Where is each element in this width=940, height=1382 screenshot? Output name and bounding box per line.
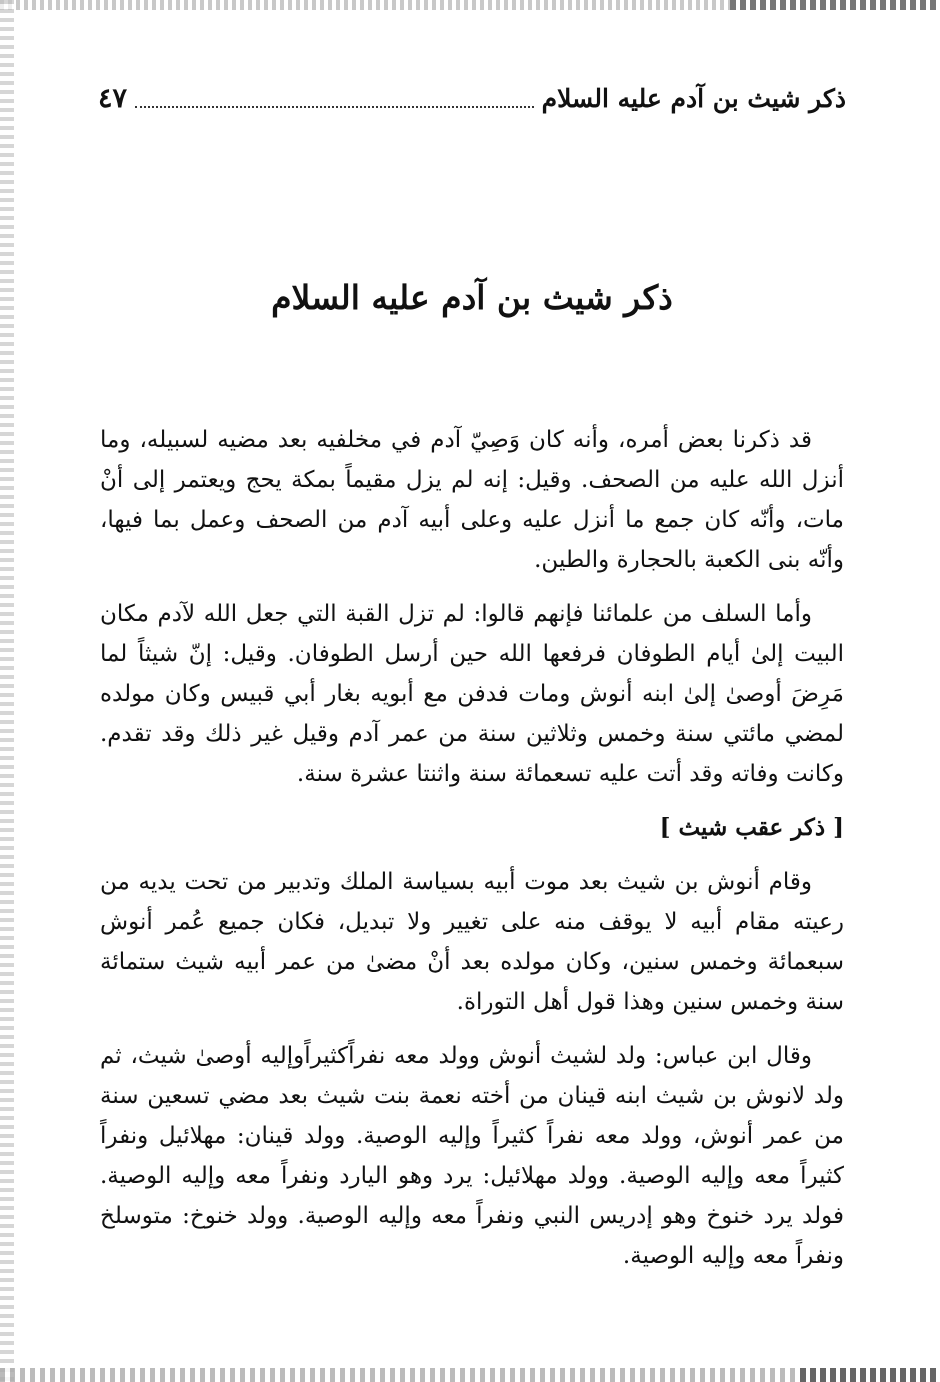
top-right-ornament — [730, 0, 940, 10]
left-ornamental-border — [0, 0, 14, 1382]
chapter-title: ذكر شيث بن آدم عليه السلام — [271, 278, 673, 317]
paragraph-3: وقام أنوش بن شيث بعد موت أبيه بسياسة الملك وتدبير من تحت يديه من رعيته مقام أبيه لا يوقف منه على تغيير ولا تبديل، فكان جميع عُمر أنوش سبعمائة وخمس سنين، وكان مولده بعد أنْ مضىٰ من عمر أبيه شيث ستمائة سنة وخمس سنين وهذا قول أهل التوراة. — [100, 869, 844, 1015]
page-number: ٤٧ — [98, 82, 128, 114]
bottom-ornamental-border — [0, 1368, 940, 1382]
running-header — [98, 78, 846, 118]
running-title: ذكر شيث بن آدم عليه السلام — [541, 83, 846, 113]
bottom-right-ornament — [800, 1368, 940, 1382]
paragraph-1: قد ذكرنا بعض أمره، وأنه كان وَصِيّ آدم في مخلفيه بعد مضيه لسبيله، وما أنزل الله عليه من الصحف. وقيل: إنه لم يزل مقيماً بمكة يحج ويعتمر إلى أنْ مات، وأنّه كان جمع ما أنزل عليه وعلى أبيه آدم من الصحف وعمل بما فيها، وأنّه بنى الكعبة بالحجارة والطين. — [100, 427, 844, 573]
body-text — [100, 420, 844, 1290]
paragraph-2: وأما السلف من علمائنا فإنهم قالوا: لم تزل القبة التي جعل الله لآدم مكان البيت إلىٰ أيام الطوفان فرفعها الله حين أرسل الطوفان. وقيل: إنّ شيثاً لما مَرِضَ أوصىٰ إلىٰ ابنه أنوش ومات فدفن مع أبويه بغار أبي قبيس وكان مولده لمضي مائتي سنة وخمس وثلاثين سنة من عمر آدم وقيل غير ذلك وقد تقدم. وكانت وفاته وقد أتت عليه تسعمائة سنة واثنتا عشرة سنة. — [100, 601, 844, 787]
section-heading: [ ذكر عقب شيث ] — [659, 814, 844, 841]
header-dotted-leader — [135, 88, 534, 108]
paragraph-4: وقال ابن عباس: ولد لشيث أنوش وولد معه نفراًكثيراًوإليه أوصىٰ شيث، ثم ولد لانوش بن شيث ابنه قينان من أخته نعمة بنت شيث بعد مضي تسعين سنة من عمر أنوش، وولد معه نفراً كثيراً وإليه الوصية. وولد قينان: مهلائيل ونفراً كثيراً معه وإليه الوصية. وولد مهلائيل: يرد وهو اليارد ونفراً معه وإليه الوصية. فولد يرد خنوخ وهو إدريس النبي ونفراً معه وإليه الوصية. وولد خنوخ: متوسلخ ونفراً معه وإليه الوصية. — [100, 1043, 844, 1269]
